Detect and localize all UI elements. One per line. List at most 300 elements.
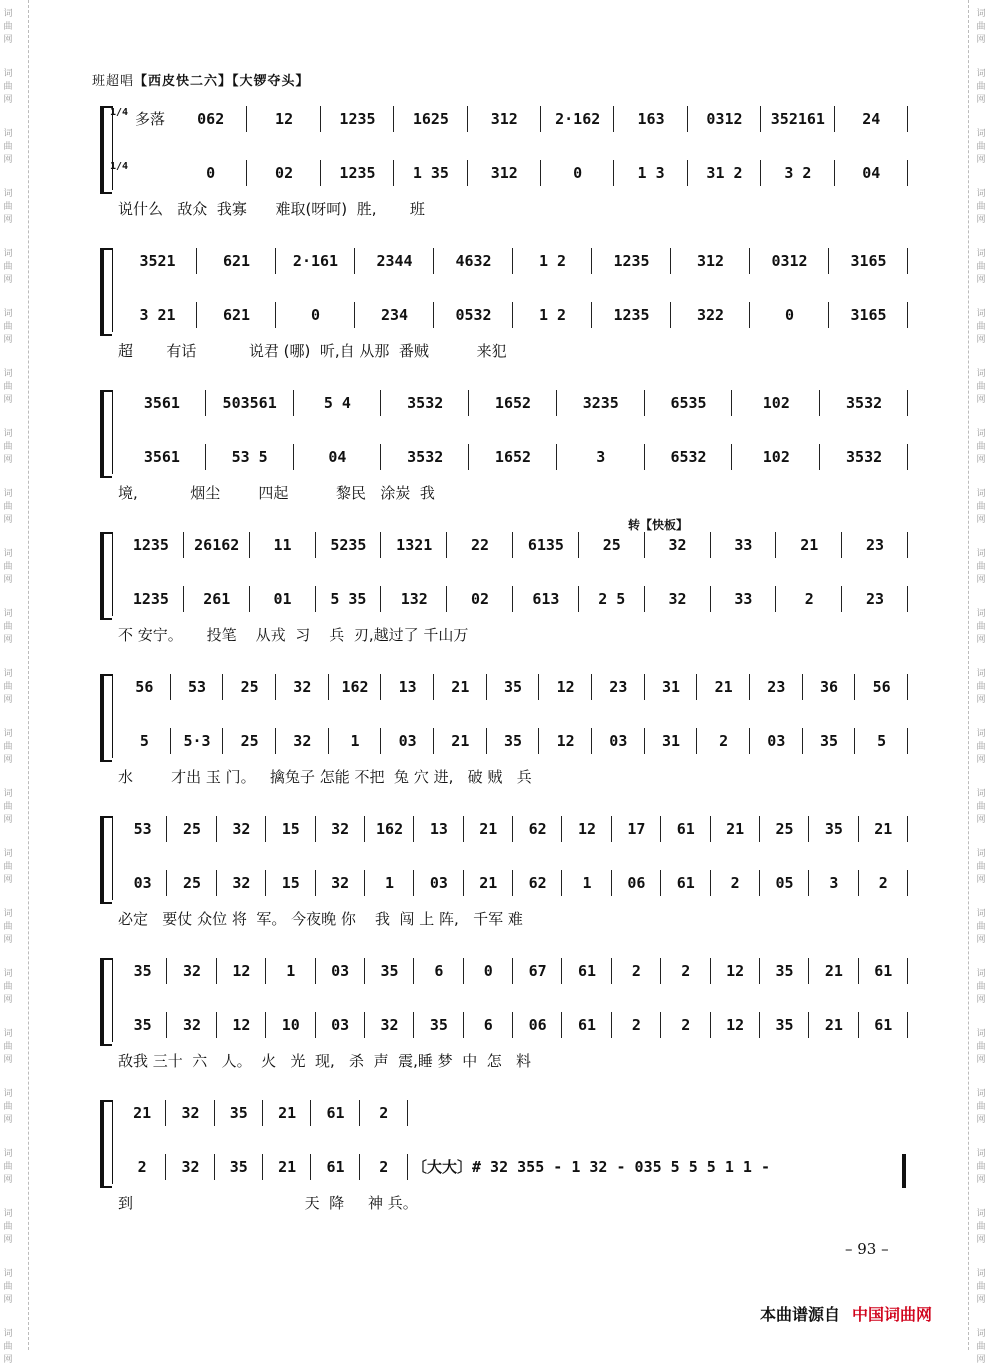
measure-notes: 23 xyxy=(609,678,628,696)
time-signature: 1/4 xyxy=(110,161,129,172)
measure-notes: 2 xyxy=(631,962,641,980)
source-site: 中国词曲网 xyxy=(852,1305,933,1324)
measure-notes: 21 xyxy=(479,820,498,838)
watermark-text: 词 曲 网 xyxy=(976,309,986,345)
measure-notes: 36 xyxy=(819,678,839,696)
measure-notes: 31 xyxy=(661,732,681,750)
measure-notes: 1 xyxy=(582,874,592,892)
measure-notes: 32 xyxy=(293,732,312,750)
measure-notes: 3561 xyxy=(143,394,180,412)
measure-notes: 61 xyxy=(326,1158,345,1176)
measure-notes: 1235 xyxy=(132,590,169,608)
measure-notes: 3165 xyxy=(850,252,887,270)
measure-notes: 1 2 xyxy=(538,306,567,324)
watermark-text: 词 曲 网 xyxy=(3,489,13,525)
measure-notes: 61 xyxy=(676,874,695,892)
measure-notes: 23 xyxy=(767,678,786,696)
score-system xyxy=(100,384,908,504)
measure-notes: 1235 xyxy=(132,536,169,554)
measure-notes: 32 xyxy=(181,1104,200,1122)
measure-notes: 02 xyxy=(471,590,490,608)
measure-notes: 3235 xyxy=(582,394,619,412)
watermark-text: 词 曲 网 xyxy=(3,969,13,1005)
watermark-text: 词 曲 网 xyxy=(3,789,13,825)
measure-notes: 5235 xyxy=(330,536,367,554)
bar-line xyxy=(907,106,908,132)
watermark-text: 词 曲 网 xyxy=(3,1269,13,1305)
time-signature: 1/4 xyxy=(110,107,129,118)
measure-notes: 04 xyxy=(862,164,881,182)
measure-notes: 5 xyxy=(877,732,887,750)
source-credit xyxy=(760,1302,932,1325)
measure-notes: 1652 xyxy=(494,448,532,466)
measure-notes: 62 xyxy=(528,820,547,838)
measure-notes: 32 xyxy=(232,820,251,838)
measure-notes: 03 xyxy=(609,732,628,750)
measure-notes: 062 xyxy=(197,110,225,128)
measure-notes: 56 xyxy=(135,678,154,696)
measure-notes: 21 xyxy=(133,1104,152,1122)
measure-notes: 3 2 xyxy=(784,164,812,182)
measure-notes: 0532 xyxy=(455,306,492,324)
lower-staff xyxy=(118,1152,908,1182)
watermark-text: 词 曲 网 xyxy=(3,729,13,765)
measure-notes: 5 xyxy=(139,732,149,750)
measure-notes: 6135 xyxy=(527,536,564,554)
tempo-marking: 多落 xyxy=(134,110,165,128)
upper-staff xyxy=(118,388,908,418)
measure-notes: 132 xyxy=(400,590,428,608)
measure-notes: 61 xyxy=(874,962,893,980)
measure-notes: 2344 xyxy=(376,252,413,270)
score-system xyxy=(100,526,908,646)
watermark-text: 词 曲 网 xyxy=(3,609,13,645)
watermark-text: 词 曲 网 xyxy=(976,609,986,645)
watermark-text: 词 曲 网 xyxy=(3,129,13,165)
watermark-text: 词 曲 网 xyxy=(976,729,986,765)
measure-notes: 26162 xyxy=(194,536,240,554)
system-line xyxy=(112,816,113,900)
measure-notes: 12 xyxy=(556,678,575,696)
watermark-text: 词 曲 网 xyxy=(976,9,986,45)
system-line xyxy=(112,248,113,332)
watermark-text: 词 曲 网 xyxy=(3,429,13,465)
measure-notes: 67 xyxy=(528,962,547,980)
measure-notes: 06 xyxy=(627,874,646,892)
lyrics-line: 超 有话 说君 (哪) 听,自 从那 番贼 来犯 xyxy=(118,342,507,360)
measure-notes: 6 xyxy=(483,1016,493,1034)
measure-notes: 35 xyxy=(133,962,152,980)
measure-notes: 21 xyxy=(479,874,498,892)
measure-notes: 6535 xyxy=(670,394,707,412)
measure-notes: 162 xyxy=(341,678,369,696)
measure-notes: 32 xyxy=(181,1158,200,1176)
measure-notes: 2 xyxy=(379,1158,389,1176)
watermark-text: 词 曲 网 xyxy=(976,849,986,885)
measure-notes: 62 xyxy=(528,874,547,892)
measure-notes: 1321 xyxy=(396,536,433,554)
measure-notes: 35 xyxy=(503,678,523,696)
measure-notes: 01 xyxy=(273,590,292,608)
score-system xyxy=(100,100,908,220)
singer-label: 班超唱 xyxy=(92,74,135,89)
lyrics-line: 水 才出 玉 门。 擒兔子 怎能 不把 兔 穴 进, 破 贼 兵 xyxy=(118,768,532,786)
measure-notes: 3532 xyxy=(846,394,883,412)
measure-notes: 2 xyxy=(804,590,814,608)
upper-staff xyxy=(118,1098,908,1128)
measure-notes: 621 xyxy=(222,252,251,270)
bar-line xyxy=(907,390,908,416)
measure-notes: 352161 xyxy=(770,110,825,128)
bar-line xyxy=(407,1100,408,1126)
measure-notes: 17 xyxy=(627,820,646,838)
score-system xyxy=(100,810,908,930)
measure-notes: 32 xyxy=(183,962,202,980)
measure-notes: 32 xyxy=(331,820,350,838)
measure-notes: 25 xyxy=(602,536,621,554)
system-line xyxy=(112,958,113,1042)
measure-notes: 3 xyxy=(596,448,606,466)
watermark-text: 词 曲 网 xyxy=(3,669,13,705)
watermark-text: 词 曲 网 xyxy=(3,1089,13,1125)
left-margin-rail xyxy=(14,0,29,1350)
measure-notes: 32 xyxy=(331,874,350,892)
watermark-text: 词 曲 网 xyxy=(976,189,986,225)
watermark-text: 词 曲 网 xyxy=(976,969,986,1005)
measure-notes: 21 xyxy=(726,820,745,838)
lower-staff xyxy=(110,158,908,188)
measure-notes: 03 xyxy=(331,962,350,980)
watermark-text: 词 曲 网 xyxy=(976,129,986,165)
watermark-text: 词 曲 网 xyxy=(3,249,13,285)
measure-notes: 05 xyxy=(775,874,794,892)
measure-notes: 163 xyxy=(637,110,665,128)
upper-staff xyxy=(118,530,908,560)
watermark-text: 词 曲 网 xyxy=(976,489,986,525)
system-bracket xyxy=(100,674,112,762)
measure-notes: 21 xyxy=(824,962,843,980)
lyrics-line: 说什么 敌众 我寡 难取(呀呵) 胜, 班 xyxy=(118,200,425,218)
system-line xyxy=(112,1100,113,1184)
measure-notes: 503561 xyxy=(222,394,277,412)
watermark-text: 词 曲 网 xyxy=(976,429,986,465)
measure-notes: 2 xyxy=(681,962,691,980)
measure-notes: 3521 xyxy=(139,252,176,270)
measure-notes: 31 2 xyxy=(706,164,743,182)
bar-line xyxy=(907,302,908,328)
measure-notes: 21 xyxy=(451,732,470,750)
measure-notes: 25 xyxy=(183,874,202,892)
measure-notes: 0 xyxy=(784,306,795,324)
measure-notes: 102 xyxy=(762,448,790,466)
measure-notes: 06 xyxy=(528,1016,547,1034)
measure-notes: 5 4 xyxy=(323,394,351,412)
measure-notes: 13 xyxy=(429,820,448,838)
measure-notes: 15 xyxy=(281,874,300,892)
system-bracket xyxy=(100,958,112,1046)
gong-label: 【大锣夺头】 xyxy=(232,74,310,89)
watermark-text: 词 曲 网 xyxy=(976,1089,986,1125)
measure-notes: 35 xyxy=(824,820,843,838)
measure-notes: 312 xyxy=(490,110,518,128)
measure-notes: 3532 xyxy=(846,448,883,466)
watermark-text: 词 曲 网 xyxy=(3,909,13,945)
source-label: 本曲谱源自 xyxy=(760,1305,841,1324)
measure-notes: 102 xyxy=(762,394,790,412)
watermark-text: 词 曲 网 xyxy=(976,1329,986,1365)
watermark-text: 词 曲 网 xyxy=(3,1209,13,1245)
upper-staff xyxy=(110,104,908,134)
measure-notes: 32 xyxy=(380,1016,399,1034)
measure-notes: 25 xyxy=(183,820,202,838)
measure-notes: 35 xyxy=(429,1016,448,1034)
measure-notes: 02 xyxy=(275,164,294,182)
lyrics-line: 境, 烟尘 四起 黎民 涂炭 我 xyxy=(118,484,435,502)
watermark-text: 词 曲 网 xyxy=(976,1029,986,1065)
measure-notes: 21 xyxy=(278,1158,297,1176)
bar-line xyxy=(907,674,908,700)
measure-notes: 31 xyxy=(661,678,681,696)
measure-notes: 3165 xyxy=(850,306,887,324)
lower-staff xyxy=(118,584,908,614)
system-bracket xyxy=(100,248,112,336)
page-number: – 93 – xyxy=(845,1240,889,1258)
measure-notes: 32 xyxy=(232,874,251,892)
measure-notes: 1235 xyxy=(613,306,650,324)
measure-notes: 12 xyxy=(232,1016,251,1034)
upper-staff xyxy=(118,956,908,986)
watermark-text: 词 曲 网 xyxy=(3,849,13,885)
measure-notes: 25 xyxy=(240,678,259,696)
measure-notes: 12 xyxy=(556,732,575,750)
lyrics-line: 必定 要仗 众位 将 军。 今夜晚 你 我 闯 上 阵, 千军 难 xyxy=(118,910,523,928)
measure-notes: 5·3 xyxy=(183,732,211,750)
measure-notes: 03 xyxy=(331,1016,350,1034)
measure-notes: 12 xyxy=(232,962,251,980)
measure-notes: 03 xyxy=(398,732,417,750)
upper-staff xyxy=(118,246,908,276)
measure-notes: 0312 xyxy=(706,110,743,128)
measure-notes: 11 xyxy=(273,536,292,554)
measure-notes: 61 xyxy=(326,1104,345,1122)
measure-notes: 35 xyxy=(775,1016,794,1034)
measure-notes: 22 xyxy=(471,536,490,554)
measure-notes: 2 xyxy=(730,874,740,892)
measure-notes: 1235 xyxy=(613,252,650,270)
lyrics-line: 敌我 三十 六 人。 火 光 现, 杀 声 震,睡 梦 中 怎 料 xyxy=(118,1052,532,1070)
score-header xyxy=(92,70,310,89)
measure-notes: 2·162 xyxy=(555,110,601,128)
watermark-text: 词 曲 网 xyxy=(976,549,986,585)
watermark-text: 词 曲 网 xyxy=(976,69,986,105)
score-system xyxy=(100,1094,908,1214)
lower-staff xyxy=(118,300,908,330)
watermark-text: 词 曲 网 xyxy=(3,189,13,225)
watermark-text: 词 曲 网 xyxy=(976,909,986,945)
measure-notes: 56 xyxy=(872,678,891,696)
score-system xyxy=(100,242,908,362)
measure-notes: 03 xyxy=(429,874,448,892)
measure-notes: 32 xyxy=(668,590,687,608)
watermark-text: 词 曲 网 xyxy=(976,789,986,825)
measure-notes: 33 xyxy=(734,590,753,608)
measure-notes: 23 xyxy=(866,590,885,608)
measure-notes: 61 xyxy=(578,962,597,980)
system-line xyxy=(112,532,113,616)
lower-staff xyxy=(118,726,908,756)
measure-notes: 12 xyxy=(726,1016,745,1034)
upper-staff xyxy=(118,814,908,844)
watermark-text: 词 曲 网 xyxy=(976,1209,986,1245)
measure-notes: 35 xyxy=(229,1104,248,1122)
measure-notes: 61 xyxy=(676,820,695,838)
measure-notes: 25 xyxy=(775,820,794,838)
measure-notes: 6532 xyxy=(670,448,707,466)
measure-notes: 261 xyxy=(203,590,231,608)
measure-notes: 322 xyxy=(696,306,725,324)
measure-notes: 3561 xyxy=(143,448,180,466)
measure-notes: 1652 xyxy=(494,394,532,412)
watermark-text: 词 曲 网 xyxy=(3,549,13,585)
measure-notes: 5 35 xyxy=(330,590,367,608)
measure-notes: 13 xyxy=(398,678,417,696)
upper-staff xyxy=(118,672,908,702)
bar-line xyxy=(907,248,908,274)
measure-notes: 1235 xyxy=(339,110,376,128)
watermark-text: 词 曲 网 xyxy=(3,369,13,405)
measure-notes: 6 xyxy=(434,962,444,980)
measure-notes: 0312 xyxy=(771,252,808,270)
measure-notes: 12 xyxy=(726,962,745,980)
measure-notes: 162 xyxy=(376,820,404,838)
measure-notes: 2 5 xyxy=(598,590,626,608)
measure-notes: 3 xyxy=(829,874,839,892)
measure-notes: 61 xyxy=(874,1016,893,1034)
watermark-text: 词 曲 网 xyxy=(3,1029,13,1065)
lyrics-line: 到 天 降 神 兵。 xyxy=(118,1194,418,1212)
measure-notes: 53 xyxy=(187,678,207,696)
watermark-text: 词 曲 网 xyxy=(3,1329,13,1365)
measure-notes: 621 xyxy=(222,306,251,324)
measure-notes: 2 xyxy=(719,732,729,750)
measure-notes: 10 xyxy=(281,1016,300,1034)
bar-line xyxy=(407,1154,408,1180)
measure-notes: 24 xyxy=(862,110,881,128)
measure-notes: 21 xyxy=(714,678,733,696)
measure-notes: 35 xyxy=(229,1158,248,1176)
system-bracket xyxy=(100,816,112,904)
measure-notes: 04 xyxy=(328,448,347,466)
measure-notes: 32 xyxy=(668,536,687,554)
tune-label: 【西皮快二六】 xyxy=(134,74,233,89)
watermark-text: 词 曲 网 xyxy=(3,309,13,345)
measure-notes: 613 xyxy=(532,590,560,608)
measure-notes: 35 xyxy=(819,732,839,750)
measure-notes: 25 xyxy=(240,732,259,750)
measure-notes: 1 xyxy=(385,874,395,892)
measure-notes: 21 xyxy=(800,536,819,554)
bar-line xyxy=(907,870,908,896)
score-system xyxy=(100,952,908,1072)
measure-notes: 35 xyxy=(133,1016,152,1034)
lyrics-line: 不 安宁。 投笔 从戎 习 兵 刃,越过了 千山万 xyxy=(118,626,469,644)
measure-notes: 3532 xyxy=(407,448,444,466)
measure-notes: 35 xyxy=(503,732,523,750)
measure-notes: 312 xyxy=(696,252,725,270)
bar-line xyxy=(907,160,908,186)
bar-line xyxy=(907,958,908,984)
measure-notes: 2 xyxy=(681,1016,691,1034)
measure-notes: 1 3 xyxy=(637,164,665,182)
system-bracket xyxy=(100,390,112,478)
lower-staff xyxy=(118,442,908,472)
watermark-text: 词 曲 网 xyxy=(3,69,13,105)
measure-notes: 1 xyxy=(286,962,296,980)
measure-notes: 1625 xyxy=(412,110,449,128)
measure-notes: 0 xyxy=(483,962,493,980)
measure-notes: 35 xyxy=(380,962,399,980)
system-line xyxy=(112,674,113,758)
measure-notes: 33 xyxy=(734,536,753,554)
watermark-text: 词 曲 网 xyxy=(976,249,986,285)
system-line xyxy=(112,390,113,474)
measure-notes: 2 xyxy=(878,874,888,892)
measure-notes: 21 xyxy=(874,820,893,838)
watermark-text: 词 曲 网 xyxy=(3,1149,13,1185)
measure-notes: 32 xyxy=(183,1016,202,1034)
measure-notes: 3 21 xyxy=(139,306,176,324)
measure-notes: 1 xyxy=(350,732,360,750)
tempo-change-marker: 转【快板】 xyxy=(628,518,689,532)
measure-notes: 234 xyxy=(380,306,409,324)
measure-notes: 0 xyxy=(310,306,321,324)
measure-notes: 12 xyxy=(578,820,597,838)
measure-notes: 1235 xyxy=(339,164,376,182)
measure-notes: 2 xyxy=(379,1104,389,1122)
measure-notes: 3532 xyxy=(407,394,444,412)
lower-staff xyxy=(118,868,908,898)
score-system xyxy=(100,668,908,788)
final-barline xyxy=(902,1154,906,1188)
watermark-text: 词 曲 网 xyxy=(976,369,986,405)
bar-line xyxy=(907,1012,908,1038)
watermark-text: 词 曲 网 xyxy=(976,1149,986,1185)
measure-notes: 21 xyxy=(278,1104,297,1122)
measure-notes: 2 xyxy=(631,1016,641,1034)
system-bracket xyxy=(100,532,112,620)
measure-notes: 61 xyxy=(578,1016,597,1034)
bar-line xyxy=(907,532,908,558)
measure-notes: 2 xyxy=(137,1158,147,1176)
coda-phrase: 〔大大〕# 32 355 - 1 32 - 035 5 5 5 1 1 - xyxy=(412,1158,771,1176)
bar-line xyxy=(907,586,908,612)
measure-notes: 21 xyxy=(824,1016,843,1034)
bar-line xyxy=(907,728,908,754)
measure-notes: 1 2 xyxy=(538,252,567,270)
measure-notes: 23 xyxy=(866,536,885,554)
measure-notes: 2·161 xyxy=(292,252,339,270)
lower-staff xyxy=(118,1010,908,1040)
measure-notes: 15 xyxy=(281,820,300,838)
measure-notes: 312 xyxy=(490,164,518,182)
bar-line xyxy=(907,444,908,470)
measure-notes: 12 xyxy=(275,110,294,128)
measure-notes: 1 35 xyxy=(412,164,449,182)
measure-notes: 4632 xyxy=(455,252,492,270)
measure-notes: 32 xyxy=(293,678,312,696)
measure-notes: 53 xyxy=(133,820,152,838)
system-bracket xyxy=(100,1100,112,1188)
